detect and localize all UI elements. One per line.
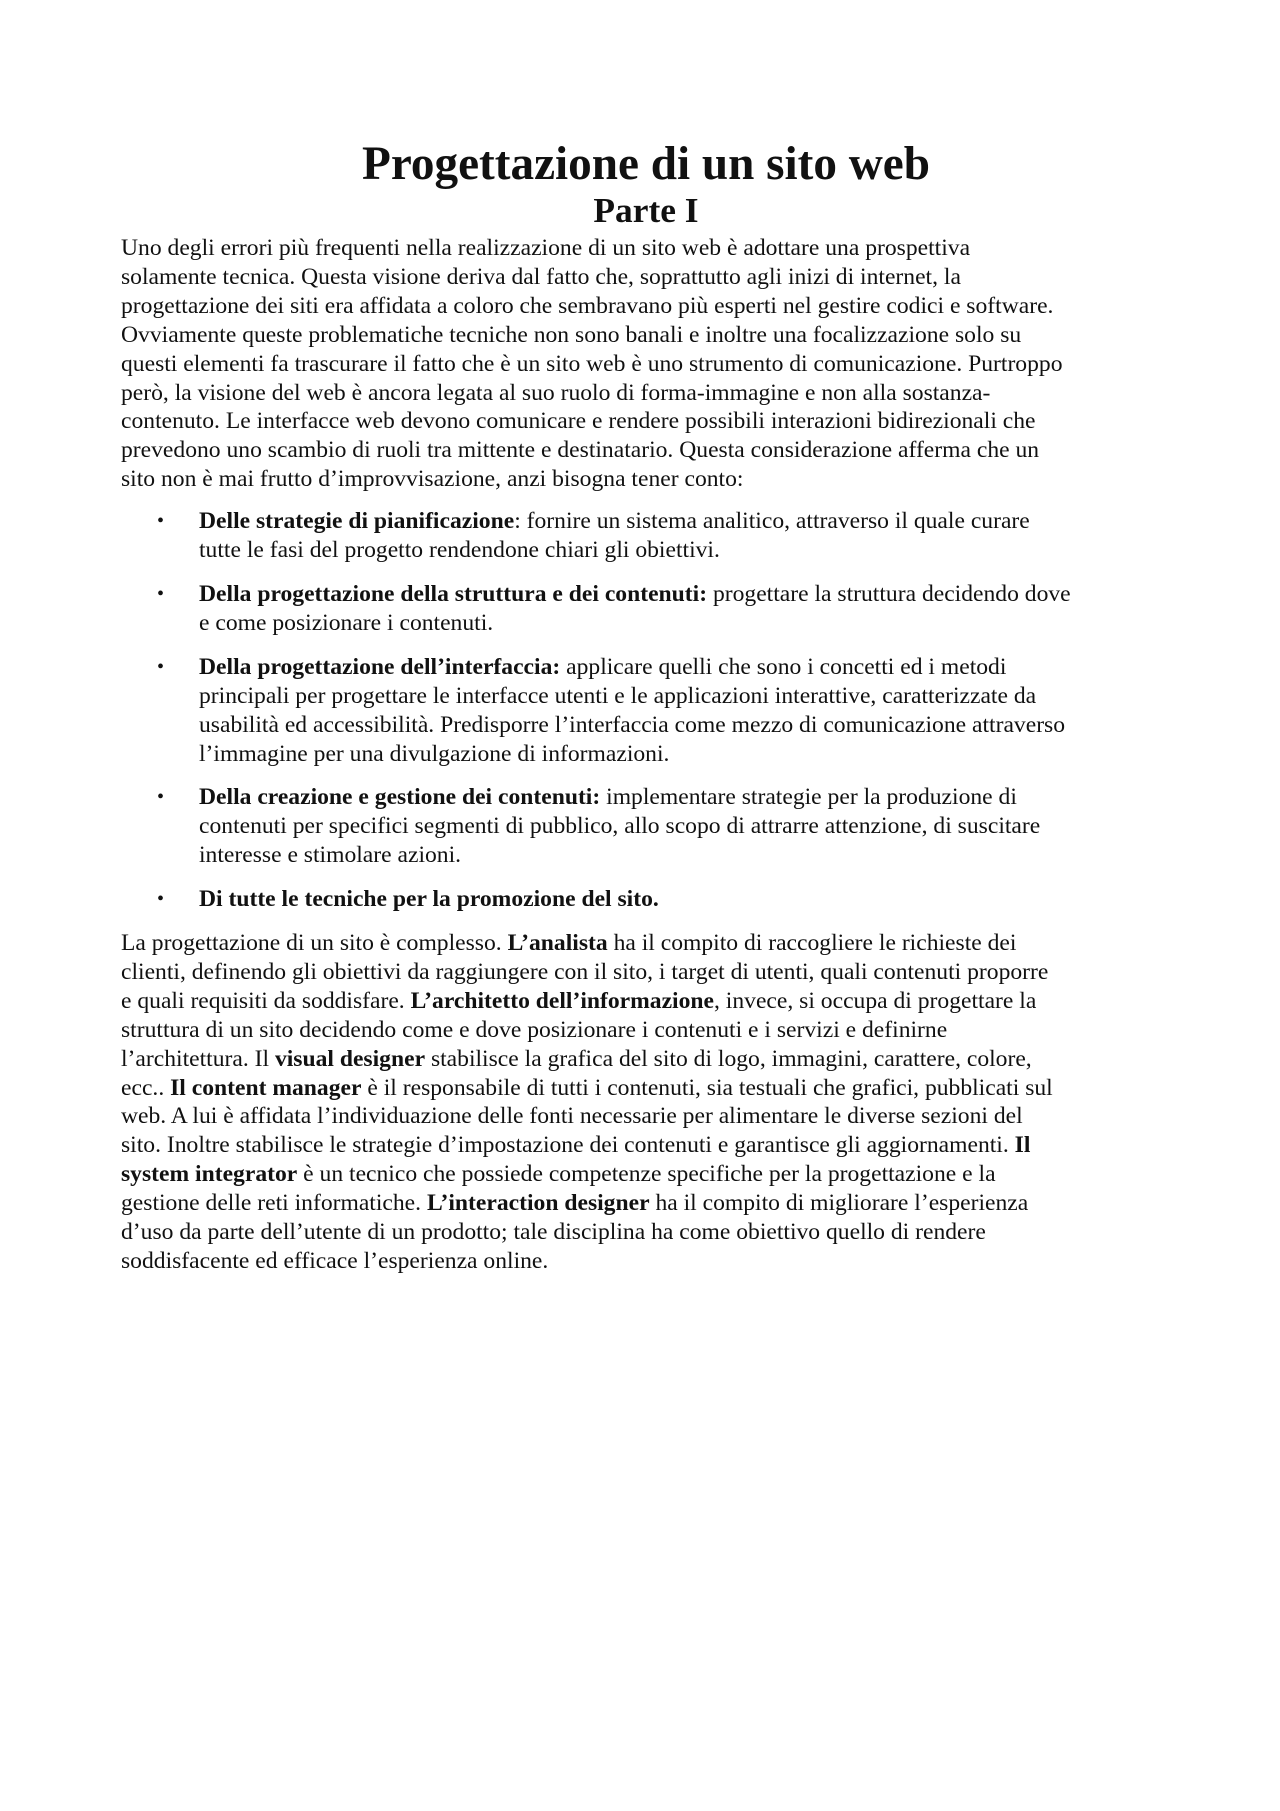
text-line bbox=[121, 1045, 1171, 1074]
text-line bbox=[199, 507, 1171, 536]
text-line bbox=[121, 987, 1171, 1016]
document-title: Progettazione di un sito web bbox=[362, 138, 930, 190]
text-run: web. A lui è affidata l’individuazione delle fonti necessarie per alimentare le diverse sezioni del bbox=[121, 1103, 1023, 1130]
bullet-icon: • bbox=[157, 786, 165, 809]
text-line bbox=[199, 783, 1171, 812]
bold-term: L’interaction designer bbox=[426, 1190, 650, 1217]
text-line: contenuto. Le interfacce web devono comunicare e rendere possibili interazioni bidirezionali che bbox=[121, 408, 1036, 435]
text-run: gestione delle reti informatiche. bbox=[121, 1190, 427, 1217]
bullet-icon: • bbox=[157, 510, 165, 533]
text-run: applicare quelli che sono i concetti ed i metodi bbox=[560, 653, 1007, 680]
text-line bbox=[199, 711, 1171, 740]
list-item bbox=[121, 653, 1171, 769]
text-run: implementare strategie per la produzione di bbox=[600, 784, 1017, 811]
text-line bbox=[199, 536, 1171, 565]
bold-term: system integrator bbox=[121, 1161, 298, 1188]
text-run: interesse e stimolare azioni. bbox=[199, 842, 462, 869]
text-run: progettare la struttura decidendo dove bbox=[707, 580, 1071, 607]
document-page bbox=[121, 138, 1171, 1276]
text-run: usabilità ed accessibilità. Predisporre l’interfaccia come mezzo di comunicazione attraverso bbox=[199, 711, 1066, 738]
text-run: l’architettura. Il bbox=[121, 1045, 275, 1072]
text-run: sito. Inoltre stabilisce le strategie d’impostazione dei contenuti e garantisce gli aggiornamenti. bbox=[121, 1132, 1015, 1159]
text-line: questi elementi fa trascurare il fatto che è un sito web è uno strumento di comunicazione. Purtroppo bbox=[121, 350, 1063, 377]
text-run: : fornire un sistema analitico, attraverso il quale curare bbox=[514, 508, 1030, 535]
text-line bbox=[199, 812, 1171, 841]
text-line bbox=[121, 958, 1171, 987]
bullet-icon: • bbox=[157, 888, 165, 911]
text-line bbox=[121, 929, 1171, 958]
bold-term: Della progettazione dell’interfaccia: bbox=[199, 653, 561, 680]
bold-term: Della progettazione della struttura e dei contenuti: bbox=[199, 580, 708, 607]
text-line: però, la visione del web è ancora legata al suo ruolo di forma-immagine e non alla sostanza- bbox=[121, 379, 991, 406]
text-line bbox=[199, 841, 1171, 870]
roles-paragraph bbox=[121, 929, 1171, 1276]
text-run: l’immagine per una divulgazione di informazioni. bbox=[199, 740, 670, 767]
document-subtitle: Parte I bbox=[593, 190, 699, 230]
text-line bbox=[199, 580, 1171, 609]
list-item bbox=[121, 783, 1171, 870]
bullet-icon: • bbox=[157, 655, 165, 678]
bold-term: L’analista bbox=[507, 930, 608, 957]
bold-term: visual designer bbox=[274, 1045, 426, 1072]
text-line bbox=[121, 1131, 1171, 1160]
text-run: ha il compito di raccogliere le richieste dei bbox=[607, 930, 1017, 957]
text-line bbox=[121, 1189, 1171, 1218]
text-line: sito non è mai frutto d’improvvisazione, anzi bisogna tener conto: bbox=[121, 466, 744, 493]
text-line: Ovviamente queste problematiche tecniche non sono banali e inoltre una focalizzazione solo su bbox=[121, 321, 1022, 348]
text-run: e come posizionare i contenuti. bbox=[199, 609, 494, 636]
text-line bbox=[121, 1016, 1171, 1045]
text-line bbox=[121, 1247, 1171, 1276]
bold-term: L’architetto dell’informazione bbox=[410, 987, 714, 1014]
text-run: è un tecnico che possiede competenze specifiche per la progettazione e la bbox=[297, 1161, 996, 1188]
text-line: Uno degli errori più frequenti nella realizzazione di un sito web è adottare una prospettiva bbox=[121, 235, 971, 261]
text-line bbox=[121, 1102, 1171, 1131]
text-line bbox=[199, 682, 1171, 711]
text-run: e quali requisiti da soddisfare. bbox=[121, 987, 411, 1014]
bullet-icon: • bbox=[157, 582, 165, 605]
list-item bbox=[121, 507, 1171, 565]
bold-term: Di tutte le tecniche per la promozione del sito. bbox=[199, 886, 659, 913]
text-run: contenuti per specifici segmenti di pubblico, allo scopo di attrarre attenzione, di suscitare bbox=[199, 813, 1041, 840]
bold-term: Il bbox=[1014, 1132, 1031, 1159]
text-run: ecc.. bbox=[121, 1074, 171, 1101]
text-run: clienti, definendo gli obiettivi da raggiungere con il sito, i target di utenti, quali contenuti proporre bbox=[121, 958, 1049, 985]
text-line bbox=[121, 1160, 1171, 1189]
text-run: d’uso da parte dell’utente di un prodotto; tale disciplina ha come obiettivo quello di rendere bbox=[121, 1219, 986, 1246]
text-line bbox=[199, 885, 1171, 914]
list-item bbox=[121, 580, 1171, 638]
text-run: stabilisce la grafica del sito di logo, immagini, carattere, colore, bbox=[425, 1045, 1032, 1072]
text-run: ha il compito di migliorare l’esperienza bbox=[649, 1190, 1029, 1217]
strategies-list bbox=[121, 507, 1171, 914]
text-run: struttura di un sito decidendo come e dove posizionare i contenuti e i servizi e definirne bbox=[121, 1016, 948, 1043]
text-run: , invece, si occupa di progettare la bbox=[714, 987, 1037, 1014]
text-run: principali per progettare le interfacce utenti e le applicazioni interattive, caratterizzate da bbox=[199, 682, 1037, 709]
text-line bbox=[199, 609, 1171, 638]
text-line: prevedono uno scambio di ruoli tra mittente e destinatario. Questa considerazione afferma che un bbox=[121, 437, 1040, 464]
text-line bbox=[199, 740, 1171, 769]
intro-paragraph bbox=[121, 234, 1171, 494]
bold-term: Il content manager bbox=[170, 1074, 362, 1101]
text-run: soddisfacente ed efficace l’esperienza online. bbox=[121, 1248, 549, 1274]
text-line bbox=[121, 1074, 1171, 1103]
bold-term: Delle strategie di pianificazione bbox=[199, 508, 515, 535]
text-run: tutte le fasi del progetto rendendone chiari gli obiettivi. bbox=[199, 537, 720, 564]
text-run: è il responsabile di tutti i contenuti, sia testuali che grafici, pubblicati sul bbox=[361, 1074, 1053, 1101]
list-item bbox=[121, 885, 1171, 914]
text-line: solamente tecnica. Questa visione deriva dal fatto che, soprattutto agli inizi di internet, la bbox=[121, 263, 961, 290]
text-line bbox=[199, 653, 1171, 682]
text-line bbox=[121, 1218, 1171, 1247]
text-run: La progettazione di un sito è complesso. bbox=[121, 930, 508, 957]
text-line: progettazione dei siti era affidata a coloro che sembravano più esperti nel gestire codici e software. bbox=[121, 292, 1054, 319]
bold-term: Della creazione e gestione dei contenuti: bbox=[199, 784, 601, 811]
